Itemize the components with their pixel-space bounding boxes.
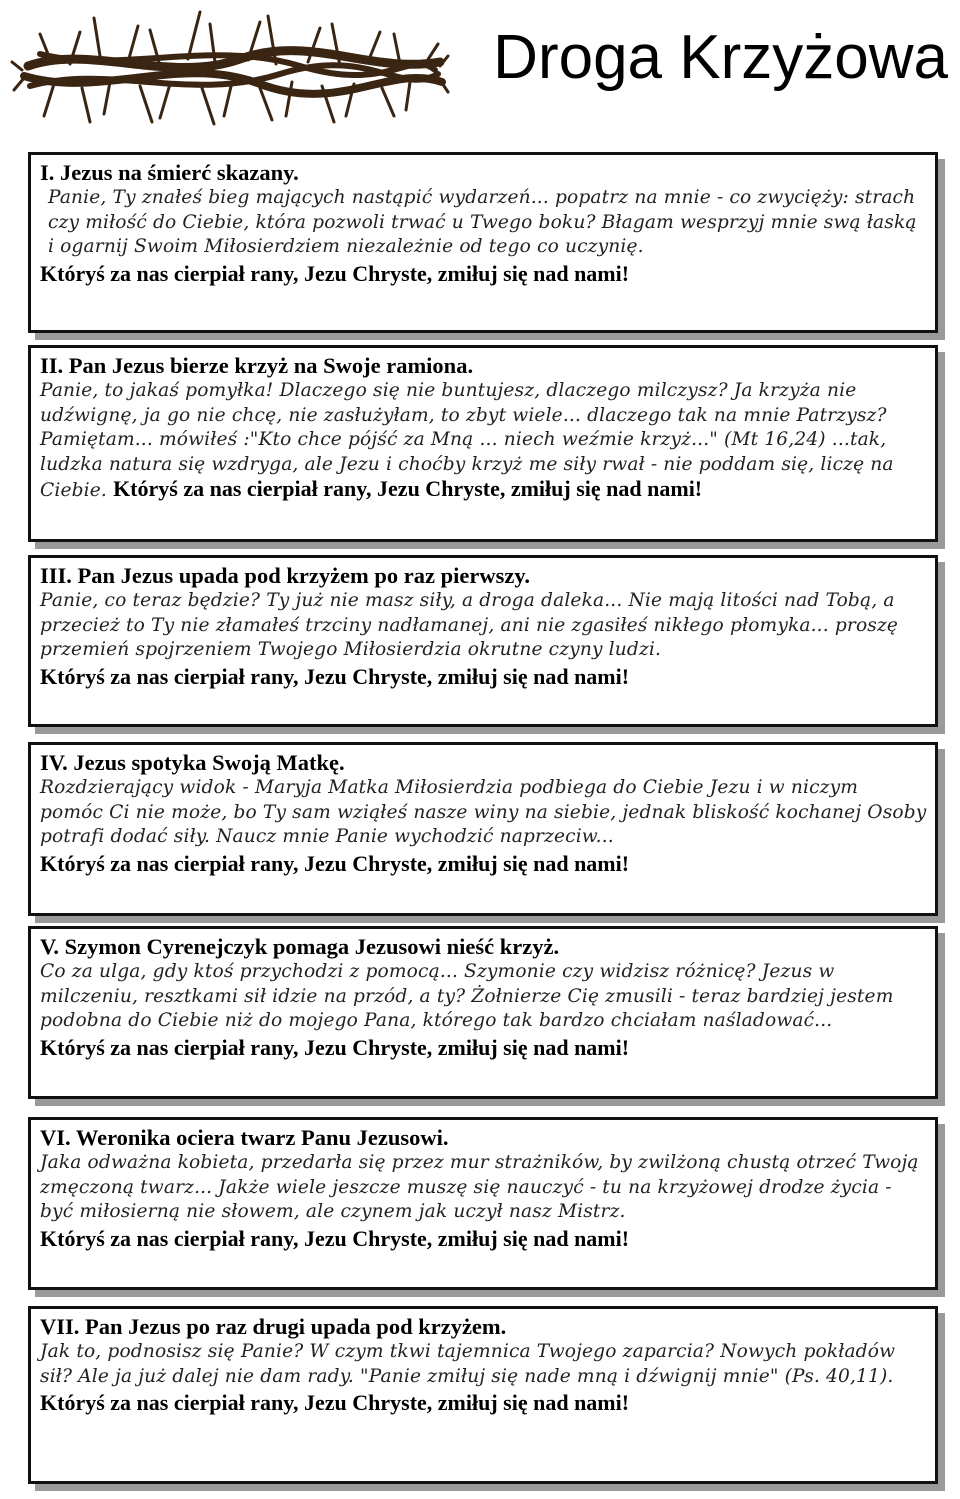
station-refrain: Któryś za nas cierpiał rany, Jezu Chryste, zmiłuj się nad nami! [113, 476, 703, 501]
station-title: III. Pan Jezus upada pod krzyżem po raz pierwszy. [40, 563, 531, 588]
station-refrain: Któryś za nas cierpiał rany, Jezu Chryste, zmiłuj się nad nami! [40, 1034, 630, 1060]
station-title: I. Jezus na śmierć skazany. [40, 160, 299, 185]
station-box [28, 742, 938, 916]
page-header [0, 0, 960, 140]
station-title: II. Pan Jezus bierze krzyż na Swoje ramiona. [40, 353, 474, 378]
station-title: VII. Pan Jezus po raz drugi upada pod krzyżem. [40, 1314, 507, 1339]
station-title: VI. Weronika ociera twarz Panu Jezusowi. [40, 1125, 449, 1150]
station-meditation: Co za ulga, gdy ktoś przychodzi z pomocą... Szymonie czy widzisz różnicę? Jezus w milczeniu, resztkami sił idzie na przód, a ty? Żołnierze Cię zmusili - teraz bardziej jestem podobna do Ciebie niż do mojego Pana, którego tak bardzo chciałam naśladować... [40, 961, 894, 1031]
station-meditation: Panie, Ty znałeś bieg mających nastąpić wydarzeń... popatrz na mnie - co zwycięży: strach czy miłość do Ciebie, która pozwoli trwać u Twego boku? Błagam wesprzyj mnie swą łaską i ogarnij Swoim Miłosierdziem niezależnie od tego co uczynię. [48, 187, 917, 257]
station-box [28, 1306, 938, 1484]
station-box [28, 555, 938, 727]
station-refrain: Któryś za nas cierpiał rany, Jezu Chryste, zmiłuj się nad nami! [40, 663, 630, 689]
station-box [28, 926, 938, 1099]
station-title: V. Szymon Cyrenejczyk pomaga Jezusowi nieść krzyż. [40, 934, 560, 959]
station-meditation-text: Panie, to jakaś pomyłka! Dlaczego się nie buntujesz, dlaczego milczysz? Ja krzyża nie udźwignę, ja go nie chcę, nie zasłużyłam, to zbyt wiele... dlaczego tak na mnie Patrzysz? Pamiętam... mówiłeś :"Kto chce pójść za Mną ... niech weźmie krzyż..." (Mt 16,24) ...tak, ludzka natura się wzdryga, ale Jezu i choćby krzyż me siły rwał - nie poddam się, liczę na Ciebie. [40, 380, 894, 501]
station-refrain: Któryś za nas cierpiał rany, Jezu Chryste, zmiłuj się nad nami! [40, 260, 630, 286]
station-box [28, 1117, 938, 1290]
station-meditation [40, 379, 927, 504]
station-box [28, 345, 938, 542]
station-refrain: Któryś za nas cierpiał rany, Jezu Chryste, zmiłuj się nad nami! [40, 1390, 630, 1415]
page-title: Droga Krzyżowa [493, 23, 948, 92]
station-box [28, 152, 938, 333]
station-refrain: Któryś za nas cierpiał rany, Jezu Chryste, zmiłuj się nad nami! [40, 850, 630, 876]
station-meditation: Rozdzierający widok - Maryja Matka Miłosierdzia podbiega do Ciebie Jezu i w niczym pomóc Ci nie może, bo Ty sam wziąłeś nasze winy na siebie, jednak bliskość kochanej Osoby potrafi dodać siły. Naucz mnie Panie wychodzić naprzeciw... [40, 777, 927, 847]
crown-of-thorns-icon [10, 4, 450, 132]
station-meditation: Jak to, podnosisz się Panie? W czym tkwi tajemnica Twojego zaparcia? Nowych pokładów sił? Ale ja już dalej nie dam rady. "Panie zmiłuj się nade mną i dźwignij mnie" (Ps. 40,11). [40, 1341, 896, 1387]
station-refrain: Któryś za nas cierpiał rany, Jezu Chryste, zmiłuj się nad nami! [40, 1225, 630, 1251]
station-title: IV. Jezus spotyka Swoją Matkę. [40, 750, 345, 775]
station-meditation: Panie, co teraz będzie? Ty już nie masz siły, a droga daleka... Nie mają litości nad Tobą, a przecież to Ty nie złamałeś trzciny nadłamanej, ani nie zgasiłeś nikłego płomyka... proszę przemień spojrzeniem Twojego Miłosierdzia okrutne czyny ludzi. [40, 590, 899, 660]
station-meditation: Jaka odważna kobieta, przedarła się przez mur strażników, by zwilżoną chustą otrzeć Twoją zmęczoną twarz... Jakże wiele jeszcze muszę się nauczyć - tu na krzyżowej drodze życia - być miłosierną nie słowem, ale czynem jak uczył nasz Mistrz. [40, 1152, 919, 1222]
